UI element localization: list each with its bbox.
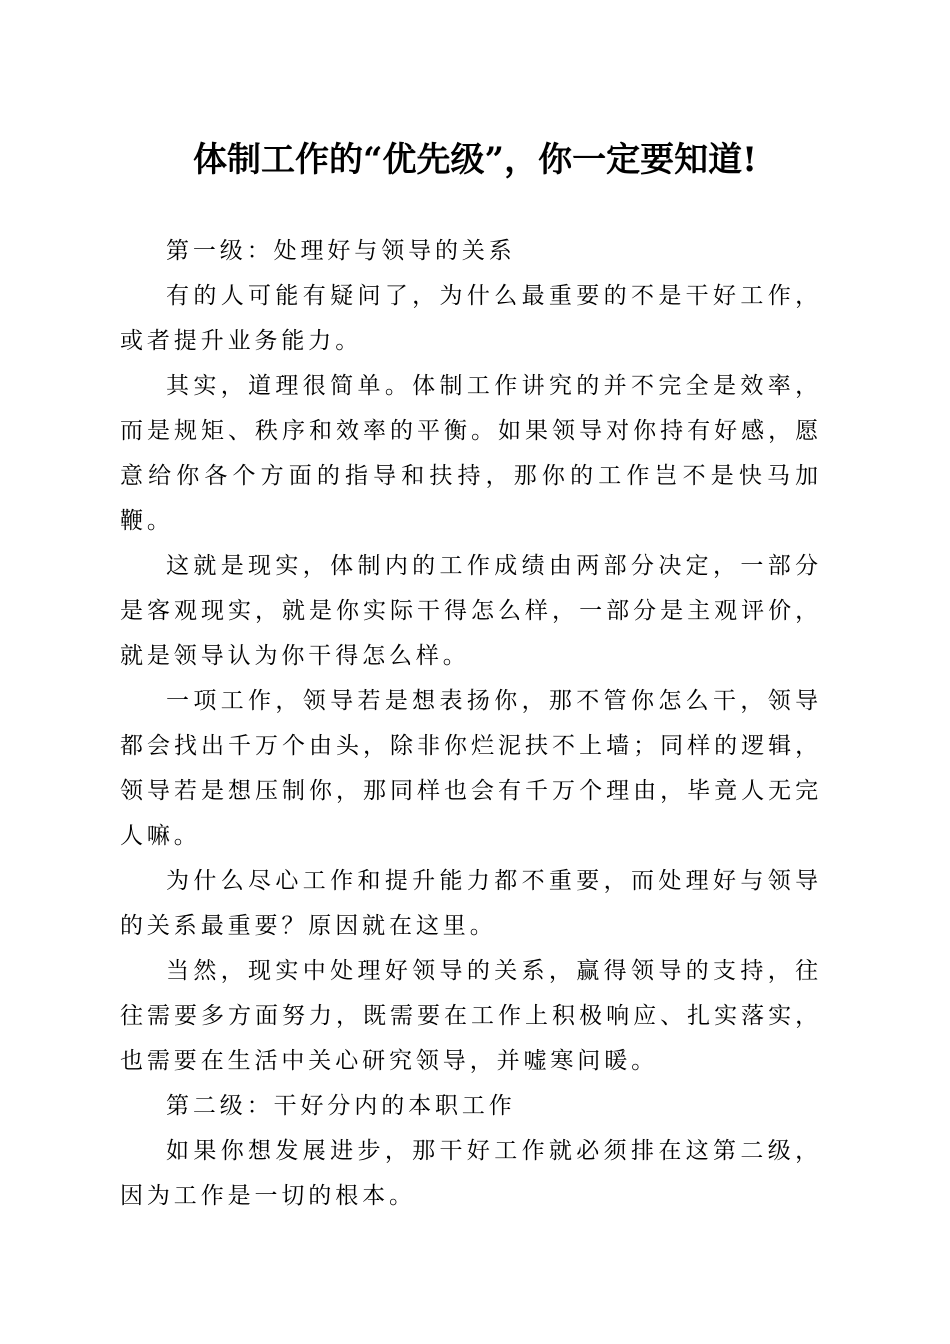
section-heading-2: 第二级：干好分内的本职工作 (166, 1093, 516, 1119)
paragraph: 如果你想发展进步，那干好工作就必须排在这第二级，因为工作是一切的根本。 (120, 1138, 822, 1209)
document-title: 体制工作的“优先级”，你一定要知道! (192, 140, 758, 180)
paragraph: 这就是现实，体制内的工作成绩由两部分决定，一部分是客观现实，就是你实际干得怎么样，一部分是主观评价，就是领导认为你干得怎么样。 (120, 553, 822, 669)
paragraph: 为什么尽心工作和提升能力都不重要，而处理好与领导的关系最重要？原因就在这里。 (120, 868, 822, 939)
paragraph: 当然，现实中处理好领导的关系，赢得领导的支持，往往需要多方面努力，既需要在工作上积极响应、扎实落实，也需要在生活中关心研究领导，并嘘寒问暖。 (120, 958, 822, 1074)
paragraph: 一项工作，领导若是想表扬你，那不管你怎么干，领导都会找出千万个由头，除非你烂泥扶不上墙；同样的逻辑，领导若是想压制你，那同样也会有千万个理由，毕竟人无完人嘛。 (120, 688, 822, 849)
section-heading-1: 第一级：处理好与领导的关系 (166, 238, 516, 264)
paragraph: 其实，道理很简单。体制工作讲究的并不完全是效率，而是规矩、秩序和效率的平衡。如果领导对你持有好感，愿意给你各个方面的指导和扶持，那你的工作岂不是快马加鞭。 (120, 373, 822, 534)
paragraph: 有的人可能有疑问了，为什么最重要的不是干好工作，或者提升业务能力。 (120, 283, 822, 354)
document-body (120, 229, 822, 1219)
